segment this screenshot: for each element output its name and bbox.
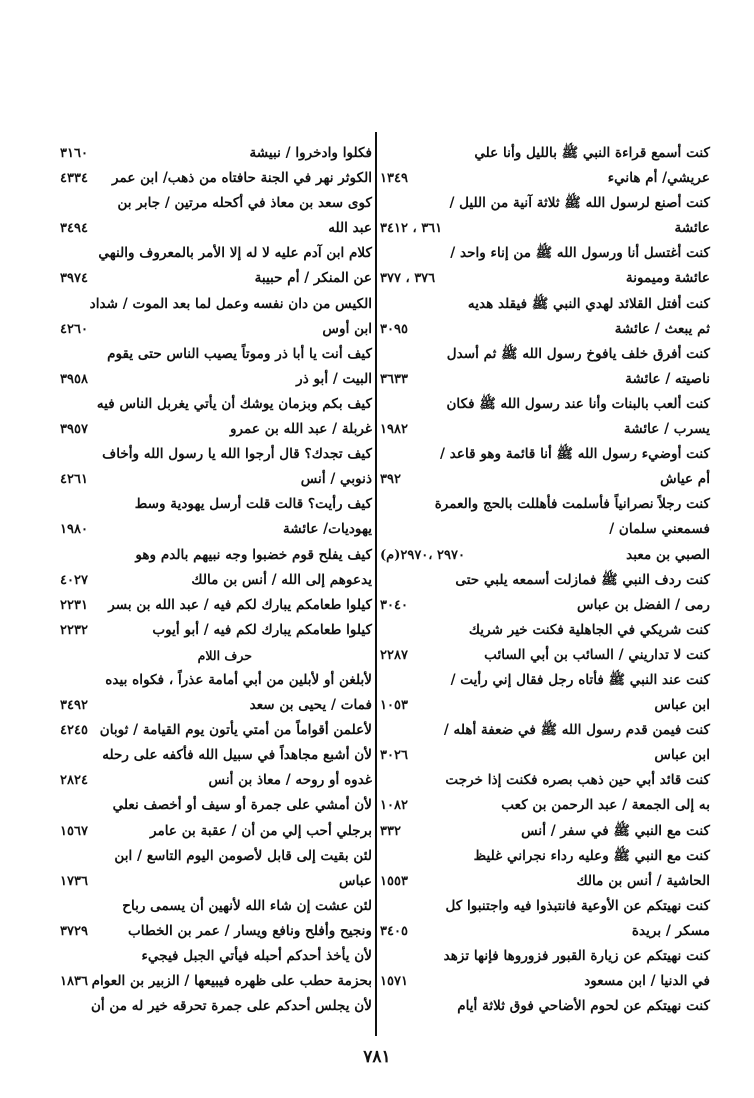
entry-reference-number: ٣٧٢٩: [60, 923, 88, 939]
index-entry: [60, 467, 372, 492]
entry-text: البيت / أبو ذر: [296, 370, 372, 387]
index-entry: [60, 919, 372, 944]
entry-text: كنت قائد أبي حين ذهب بصره فكنت إذا خرجت: [445, 772, 710, 789]
entry-text: كنت أفرق خلف يافوخ رسول الله ﷺ ثم أسدل: [446, 345, 710, 362]
index-entry: [380, 894, 710, 919]
index-entry: [380, 392, 710, 417]
index-entry: [380, 743, 710, 768]
entry-reference-number: ٣٧٦ ، ٣٧٧: [380, 271, 436, 287]
index-entry: [60, 342, 372, 367]
index-entry: [380, 367, 710, 392]
entry-text: لأن أشبع مجاهداً في سبيل الله فأكفه على رحله: [102, 747, 372, 764]
column-divider: [375, 132, 377, 1036]
entry-reference-number: ٢٢٨٧: [380, 647, 408, 663]
entry-text: عبد الله: [328, 220, 372, 237]
entry-reference-number: ٢٢٣١: [60, 597, 88, 613]
entry-reference-number: ١٩٨٠: [60, 522, 88, 538]
index-entry: [60, 216, 372, 241]
entry-reference-number: ١٩٨٢: [380, 422, 408, 438]
index-entry: [60, 793, 372, 818]
entry-text: كنت عند النبي ﷺ فأتاه رجل فقال إني رأيت /: [450, 671, 710, 688]
entry-reference-number: ٢٢٣٢: [60, 622, 88, 638]
entry-text: كيف بكم وبزمان يوشك أن يأتي يغربل الناس فيه: [96, 395, 372, 412]
index-entry: [380, 492, 710, 517]
entry-text: كنت مع النبي ﷺ وعليه رداء نجراني غليظ: [473, 847, 710, 864]
entry-text: ناصيته / عائشة: [625, 370, 710, 387]
entry-reference-number: ٣٣٢: [380, 823, 401, 839]
index-entry: [380, 517, 710, 542]
entry-text: لأبلغن أو لأبلين من أبي أمامة عذراً ، فكواه بيده: [105, 671, 372, 688]
index-entry: [380, 693, 710, 718]
entry-text: عائشة: [674, 220, 710, 237]
entry-text: كلام ابن آدم عليه لا له إلا الأمر بالمعروف والنهي: [98, 245, 372, 262]
index-entry: [380, 718, 710, 743]
entry-text: عريشي/ أم هانيء: [607, 170, 710, 187]
index-entry: [60, 668, 372, 693]
index-entry: [380, 994, 710, 1019]
index-entry: [380, 919, 710, 944]
index-entry: [60, 317, 372, 342]
entry-text: حرف اللام: [197, 647, 252, 663]
index-entry: [60, 141, 372, 166]
index-entry: [380, 292, 710, 317]
index-entry: [380, 793, 710, 818]
entry-text: ونجيح وأفلح ونافع ويسار / عمر بن الخطاب: [128, 922, 372, 939]
entry-text: كنت نهيتكم عن الأوعية فانتبذوا فيه واجتنبوا كل: [445, 897, 710, 914]
entry-reference-number: ٣٦٣٣: [380, 371, 408, 387]
entry-reference-number: ١٣٤٩: [380, 171, 408, 187]
entry-text: غربلة / عبد الله بن عمرو: [229, 421, 372, 438]
entry-text: كيلوا طعامكم يبارك لكم فيه / عبد الله بن بسر: [108, 596, 372, 613]
entry-text: كنت لا تداريني / السائب بن أبي السائب: [484, 646, 710, 663]
entry-text: كنت ألعب بالبنات وأنا عند رسول الله ﷺ فكان: [446, 395, 710, 412]
entry-text: لئن عشت إن شاء الله لأنهين أن يسمى رباح: [122, 897, 372, 914]
index-entry: [60, 517, 372, 542]
entry-text: لأن أمشي على جمرة أو سيف أو أخصف نعلي: [112, 797, 372, 814]
entry-reference-number: ١٥٥٣: [380, 873, 408, 889]
entry-text: الصبي بن معبد: [626, 546, 710, 563]
entry-reference-number: ٣٠٤٠: [380, 597, 408, 613]
index-entry: [380, 869, 710, 894]
index-entry: [60, 743, 372, 768]
entry-text: فمات / يحيى بن سعد: [249, 697, 372, 714]
index-entry: [60, 568, 372, 593]
entry-text: لئن بقيت إلى قابل لأصومن اليوم التاسع / ابن: [114, 847, 372, 864]
index-entry: [60, 191, 372, 216]
entry-text: ثم يبعث / عائشة: [614, 320, 710, 337]
entry-reference-number: ١٠٨٢: [380, 798, 408, 814]
entry-text: عن المنكر / أم حبيبة: [254, 270, 372, 287]
entry-reference-number: ٤٢٦٠: [60, 321, 88, 337]
entry-text: مسكر / بريدة: [631, 922, 710, 939]
index-entry: [60, 844, 372, 869]
entry-text: في الدنيا / ابن مسعود: [584, 973, 710, 990]
index-entry: [380, 969, 710, 994]
index-entry: [60, 693, 372, 718]
section-heading: [60, 643, 372, 668]
index-entry: [380, 618, 710, 643]
entry-text: كيف رأيت؟ قالت قلت أرسل يهودية وسط: [134, 496, 372, 513]
entry-reference-number: ٢٩٧٠ ،٢٩٧٠(م): [380, 547, 465, 563]
entry-text: برجلي أحب إلي من أن / عقبة بن عامر: [149, 822, 372, 839]
entry-text: الكوثر نهر في الجنة حافتاه من ذهب/ ابن عمر: [111, 170, 372, 187]
entry-text: يسرب / عائشة: [623, 421, 710, 438]
index-entry: [60, 543, 372, 568]
index-entry: [380, 241, 710, 266]
entry-text: كنت نهيتكم عن زيارة القبور فزوروها فإنها تزهد: [443, 948, 710, 964]
entry-reference-number: ١٠٥٣: [380, 698, 408, 714]
entry-text: لأن يأخذ أحدكم أحبله فيأتي الجبل فيجيء: [141, 948, 372, 964]
entry-text: به إلى الجمعة / عبد الرحمن بن كعب: [501, 797, 710, 814]
left-column: [60, 141, 372, 1019]
entry-text: الكيس من دان نفسه وعمل لما بعد الموت / شداد: [89, 295, 372, 312]
entry-reference-number: ٣٠٩٥: [380, 321, 408, 337]
index-entry: [380, 543, 710, 568]
entry-text: غدوه أو روحه / معاذ بن أنس: [208, 772, 372, 789]
entry-text: لأن يجلس أحدكم على جمرة تحرقه خير له من أن: [90, 998, 372, 1015]
entry-text: فكلوا وادخروا / نبيشة: [249, 145, 372, 161]
index-entry: [60, 944, 372, 969]
index-entry: [380, 668, 710, 693]
entry-text: كيف يفلح قوم خضبوا وجه نبيهم بالدم وهو: [135, 546, 372, 563]
entry-text: فسمعني سلمان /: [609, 521, 710, 538]
entry-text: كنت فيمن قدم رسول الله ﷺ في ضعفة أهله /: [443, 722, 710, 739]
index-entry: [380, 216, 710, 241]
entry-text: كيلوا طعامكم يبارك لكم فيه / أبو أيوب: [152, 621, 372, 638]
index-entry: [380, 768, 710, 793]
entry-text: كنت أصنع لرسول الله ﷺ ثلاثة آنية من الليل /: [449, 195, 710, 212]
entry-reference-number: ٢٨٢٤: [60, 773, 88, 789]
entry-text: يدعوهم إلى الله / أنس بن مالك: [191, 571, 372, 588]
index-entry: [60, 894, 372, 919]
entry-text: كنت أوضيء رسول الله ﷺ أنا قائمة وهو قاعد /: [440, 446, 710, 463]
index-entry: [380, 266, 710, 291]
entry-text: كنت شريكي في الجاهلية فكنت خير شريك: [468, 621, 710, 638]
index-entry: [60, 367, 372, 392]
entry-reference-number: ٤٣٣٤: [60, 171, 88, 187]
entry-reference-number: ١٥٧١: [380, 974, 408, 990]
index-entry: [380, 593, 710, 618]
entry-reference-number: ٤٢٤٥: [60, 723, 88, 739]
index-entry: [60, 492, 372, 517]
index-entry: [380, 191, 710, 216]
entry-reference-number: ٤٠٢٧: [60, 572, 88, 588]
entry-text: كيف تجدك؟ قال أرجوا الله يا رسول الله وأخاف: [102, 446, 372, 463]
index-entry: [60, 969, 372, 994]
index-entry: [380, 568, 710, 593]
entry-reference-number: ٣٠٢٦: [380, 748, 408, 764]
entry-text: كنت أسمع قراءة النبي ﷺ بالليل وأنا علي: [474, 145, 710, 161]
entry-reference-number: ٣٤٩٢: [60, 698, 88, 714]
right-column: [380, 141, 710, 1019]
index-entry: [380, 342, 710, 367]
entry-text: أم عياش: [660, 471, 710, 488]
index-entry: [60, 292, 372, 317]
entry-text: كنت ردف النبي ﷺ فمازلت أسمعه يلبي حتى: [455, 571, 710, 588]
index-entry: [380, 317, 710, 342]
index-entry: [60, 768, 372, 793]
index-entry: [380, 141, 710, 166]
index-entry: [380, 166, 710, 191]
entry-text: يهوديات/ عائشة: [283, 521, 372, 538]
entry-text: كنت مع النبي ﷺ في سفر / أنس: [521, 822, 710, 839]
index-entry: [60, 417, 372, 442]
entry-reference-number: ١٥٦٧: [60, 823, 88, 839]
entry-reference-number: ٣٤٠٥: [380, 923, 408, 939]
entry-text: كنت رجلاً نصرانياً فأسلمت فأهللت بالحج والعمرة: [434, 496, 710, 513]
entry-text: ابن عباس: [654, 697, 710, 714]
index-entry: [60, 266, 372, 291]
index-entry: [380, 643, 710, 668]
entry-reference-number: ١٧٣٦: [60, 873, 88, 889]
index-entry: [60, 241, 372, 266]
entry-text: كيف أنت يا أبا ذر وموتاً يصيب الناس حتى يقوم: [107, 345, 372, 362]
entry-reference-number: ٣٩٥٨: [60, 371, 88, 387]
entry-reference-number: ٣١٦٠: [60, 146, 88, 161]
entry-reference-number: ٤٢٦١: [60, 472, 88, 488]
index-entry: [60, 166, 372, 191]
entry-text: كنت أغتسل أنا ورسول الله ﷺ من إناء واحد /: [450, 245, 710, 262]
index-entry: [60, 869, 372, 894]
index-entry: [380, 944, 710, 969]
index-entry: [380, 819, 710, 844]
entry-reference-number: ٣٩٥٧: [60, 422, 88, 438]
page-number: ٧٨١: [363, 1047, 391, 1067]
index-entry: [380, 844, 710, 869]
index-entry: [380, 417, 710, 442]
index-entry: [60, 392, 372, 417]
index-entry: [60, 994, 372, 1019]
entry-text: بحزمة حطب على ظهره فيبيعها / الزبير بن العوام: [91, 973, 372, 990]
entry-text: لأعلمن أقواماً من أمتي يأتون يوم القيامة / ثوبان: [99, 722, 372, 739]
entry-reference-number: ٣٩٢: [380, 472, 401, 488]
entry-text: عائشة وميمونة: [625, 270, 710, 287]
entry-reference-number: ٣٦١ ، ٣٤١٢: [380, 221, 443, 237]
entry-text: كنت نهيتكم عن لحوم الأضاحي فوق ثلاثة أيام: [457, 998, 710, 1015]
index-entry: [60, 593, 372, 618]
entry-text: كوى سعد بن معاذ في أكحله مرتين / جابر بن: [117, 195, 372, 212]
index-entry: [60, 819, 372, 844]
entry-text: ذنوبي / أنس: [300, 471, 372, 488]
index-entry: [380, 442, 710, 467]
entry-text: ابن عباس: [654, 747, 710, 764]
index-entry: [60, 718, 372, 743]
entry-reference-number: ٣٩٧٤: [60, 271, 88, 287]
entry-text: ابن أوس: [322, 320, 372, 337]
index-entry: [60, 442, 372, 467]
entry-reference-number: ١٨٣٦: [60, 974, 88, 990]
entry-text: رمى / الفضل بن عباس: [576, 596, 710, 613]
entry-text: الحاشية / أنس بن مالك: [576, 872, 710, 889]
index-entry: [380, 467, 710, 492]
entry-reference-number: ٣٤٩٤: [60, 221, 88, 237]
index-entry: [60, 618, 372, 643]
entry-text: عباس: [339, 872, 372, 889]
entry-text: كنت أفتل القلائد لهدي النبي ﷺ فيقلد هديه: [467, 295, 710, 312]
